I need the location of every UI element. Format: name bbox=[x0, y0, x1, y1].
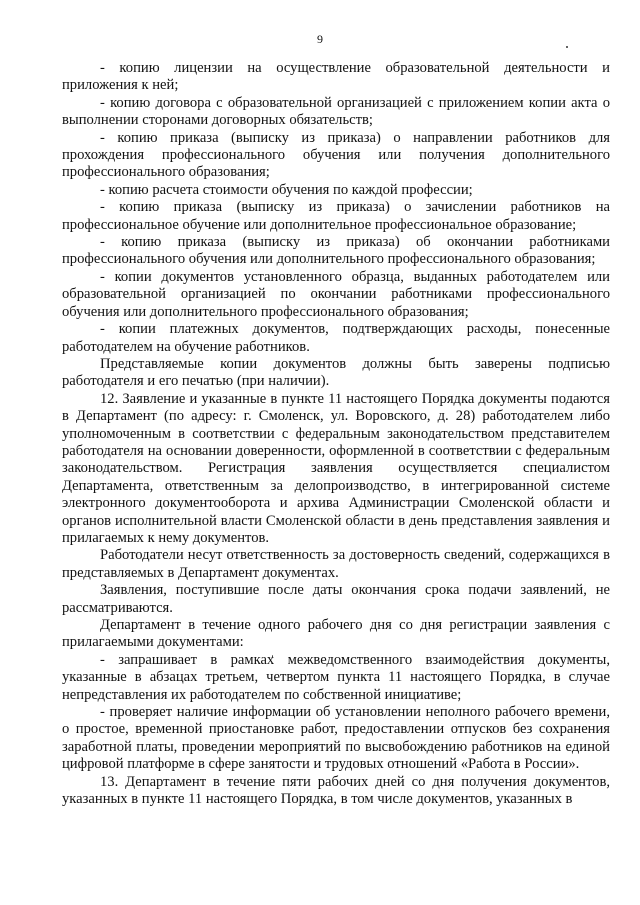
paragraph-department-actions: Департамент в течение одного рабочего дня со дня регистрации заявления с прилагаемыми документами: bbox=[62, 617, 610, 651]
paragraph-certification: Представляемые копии документов должны быть заверены подписью работодателя и его печатью (при наличии). bbox=[62, 355, 610, 390]
paragraph-clause-13: 13. Департамент в течение пяти рабочих дней со дня получения документов, указанных в пункте 11 настоящего Порядка, в том числе документов, указанных в bbox=[62, 773, 610, 808]
paragraph-responsibility: Работодатели несут ответственность за достоверность сведений, содержащихся в представляемых в Департамент документах. bbox=[62, 547, 610, 581]
list-item-contract: - копию договора с образовательной организацией с приложением копии акта о выполнении сторонами договорных обязательств; bbox=[62, 94, 610, 129]
list-item-order-referral: - копию приказа (выписку из приказа) о направлении работников для прохождения профессионального обучения или получения дополнительного профессионального образования; bbox=[62, 129, 610, 181]
list-item-order-completion: - копию приказа (выписку из приказа) об окончании работниками профессионального обучения или дополнительного профессионального образования; bbox=[62, 234, 610, 268]
list-item-order-enrollment: - копию приказа (выписку из приказа) о зачислении работников на профессиональное обучение или дополнительное профессиональное образование; bbox=[62, 199, 610, 233]
document-body bbox=[62, 60, 610, 808]
list-item-interagency-request: - запрашивает в рамках межведомственного взаимодействия документы, указанные в абзацах третьем, четвертом пункта 11 настоящего Порядка, в случае непредставления их работодателем по собственной инициативе; bbox=[62, 651, 610, 703]
page-number: 9 bbox=[317, 32, 323, 46]
list-item-platform-check: - проверяет наличие информации об установлении неполного рабочего времени, о простое, временной приостановке работ, предоставлении отпусков без сохранения заработной платы, проведении мероприятий по высвобождению работников на единой цифровой платформе в сфере занятости и трудовых отношений «Работа в России». bbox=[62, 704, 610, 773]
list-item-payment-documents: - копии платежных документов, подтверждающих расходы, понесенные работодателем на обучение работников. bbox=[62, 321, 610, 355]
list-item-license: - копию лицензии на осуществление образовательной деятельности и приложения к ней; bbox=[62, 60, 610, 94]
list-item-certificates: - копии документов установленного образца, выданных работодателем или образовательной организацией по окончании работниками профессионального обучения или дополнительного профессионального образования; bbox=[62, 268, 610, 320]
paragraph-clause-12: 12. Заявление и указанные в пункте 11 настоящего Порядка документы подаются в Департамент (по адресу: г. Смоленск, ул. Воровского, д. 28) работодателем либо уполномоченным в соответствии с федеральным законодательством представителем работодателя на основании доверенности, оформленной в соответствии с федеральным законодательством. Регистрация заявления осуществляется специалистом Департамента, ответственным за делопроизводство, в интегрированной системе электронного документооборота и архива Администрации Смоленской области и органов исполнительной власти Смоленской области в день представления заявления и прилагаемых к нему документов. bbox=[62, 390, 610, 546]
list-item-cost-calculation: - копию расчета стоимости обучения по каждой профессии; bbox=[100, 181, 473, 198]
paragraph-late-applications: Заявления, поступившие после даты окончания срока подачи заявлений, не рассматриваются. bbox=[62, 582, 610, 616]
scan-speck bbox=[566, 46, 568, 48]
